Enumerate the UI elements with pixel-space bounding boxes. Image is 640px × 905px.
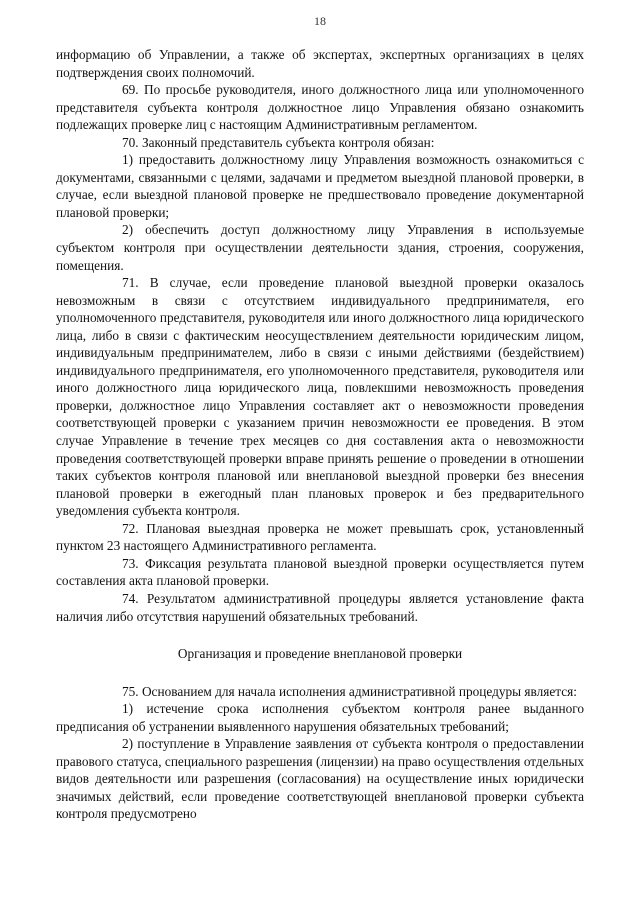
paragraph-73: 73. Фиксация результата плановой выездной проверки осуществляется путем составления акта плановой проверки. xyxy=(56,555,584,589)
paragraph-70-item-1: 1) предоставить должностному лицу Управления возможность ознакомиться с документами, связанными с целями, задачами и предметом выездной плановой проверки, в случае, если выездной плановой проверке не предшествовало проведение документарной плановой проверки; xyxy=(56,152,584,220)
page-number: 18 xyxy=(314,14,326,28)
paragraph-69: 69. По просьбе руководителя, иного должностного лица или уполномоченного представителя субъекта контроля должностное лицо Управления обязано ознакомить подлежащих проверке лиц с настоящим Административным регламентом. xyxy=(56,82,584,133)
paragraph-continuation: информацию об Управлении, а также об экспертах, экспертных организациях в целях подтверждения своих полномочий. xyxy=(56,47,584,80)
paragraph-75: 75. Основанием для начала исполнения административной процедуры является: xyxy=(122,683,577,699)
paragraph-71: 71. В случае, если проведение плановой выездной проверки оказалось невозможным в связи с отсутствием индивидуального предпринимателя, его уполномоченного представителя, руководителя или иного должностного лица юридического лица, либо в связи с фактическим неосуществлением деятельности юридическим лицом, индивидуальным предпринимателем, либо в связи с иными действиями (бездействием) индивидуального предпринимателя, его уполномоченного представителя, руководителя или иного должностного лица юридического лица, повлекшими невозможность проведения проверки, должностное лицо Управления составляет акт о невозможности проведения соответствующей проверки с указанием причин невозможности ее проведения. В этом случае Управление в течение трех месяцев со дня составления акта о невозможности проведения соответствующей проверки вправе принять решение о проведении в отношении таких субъектов контроля плановой или внеплановой выездной проверки без внесения плановой проверки в ежегодный план плановых проверок и без предварительного уведомления субъекта контроля. xyxy=(56,275,584,519)
document-body xyxy=(56,46,584,823)
paragraph-74: 74. Результатом административной процедуры является установление факта наличия либо отсутствия нарушений обязательных требований. xyxy=(56,590,584,624)
paragraph-75-item-2: 2) поступление в Управление заявления от субъекта контроля о предоставлении правового статуса, специального разрешения (лицензии) на право осуществления отдельных видов деятельности или разрешения (согласования) на осуществление иных юридически значимых действий, если проведение соответствующей внеплановой проверки субъекта контроля предусмотрено xyxy=(56,736,584,822)
paragraph-70-item-2: 2) обеспечить доступ должностному лицу Управления в используемые субъектом контроля при осуществлении деятельности здания, строения, сооружения, помещения. xyxy=(56,222,584,273)
paragraph-72: 72. Плановая выездная проверка не может превышать срок, установленный пунктом 23 настоящего Административного регламента. xyxy=(56,520,584,554)
section-heading: Организация и проведение внеплановой проверки xyxy=(177,646,463,662)
paragraph-70: 70. Законный представитель субъекта контроля обязан: xyxy=(122,134,435,150)
paragraph-75-item-1: 1) истечение срока исполнения субъектом контроля ранее выданного предписания об устранении выявленного нарушения обязательных требований; xyxy=(56,701,584,734)
